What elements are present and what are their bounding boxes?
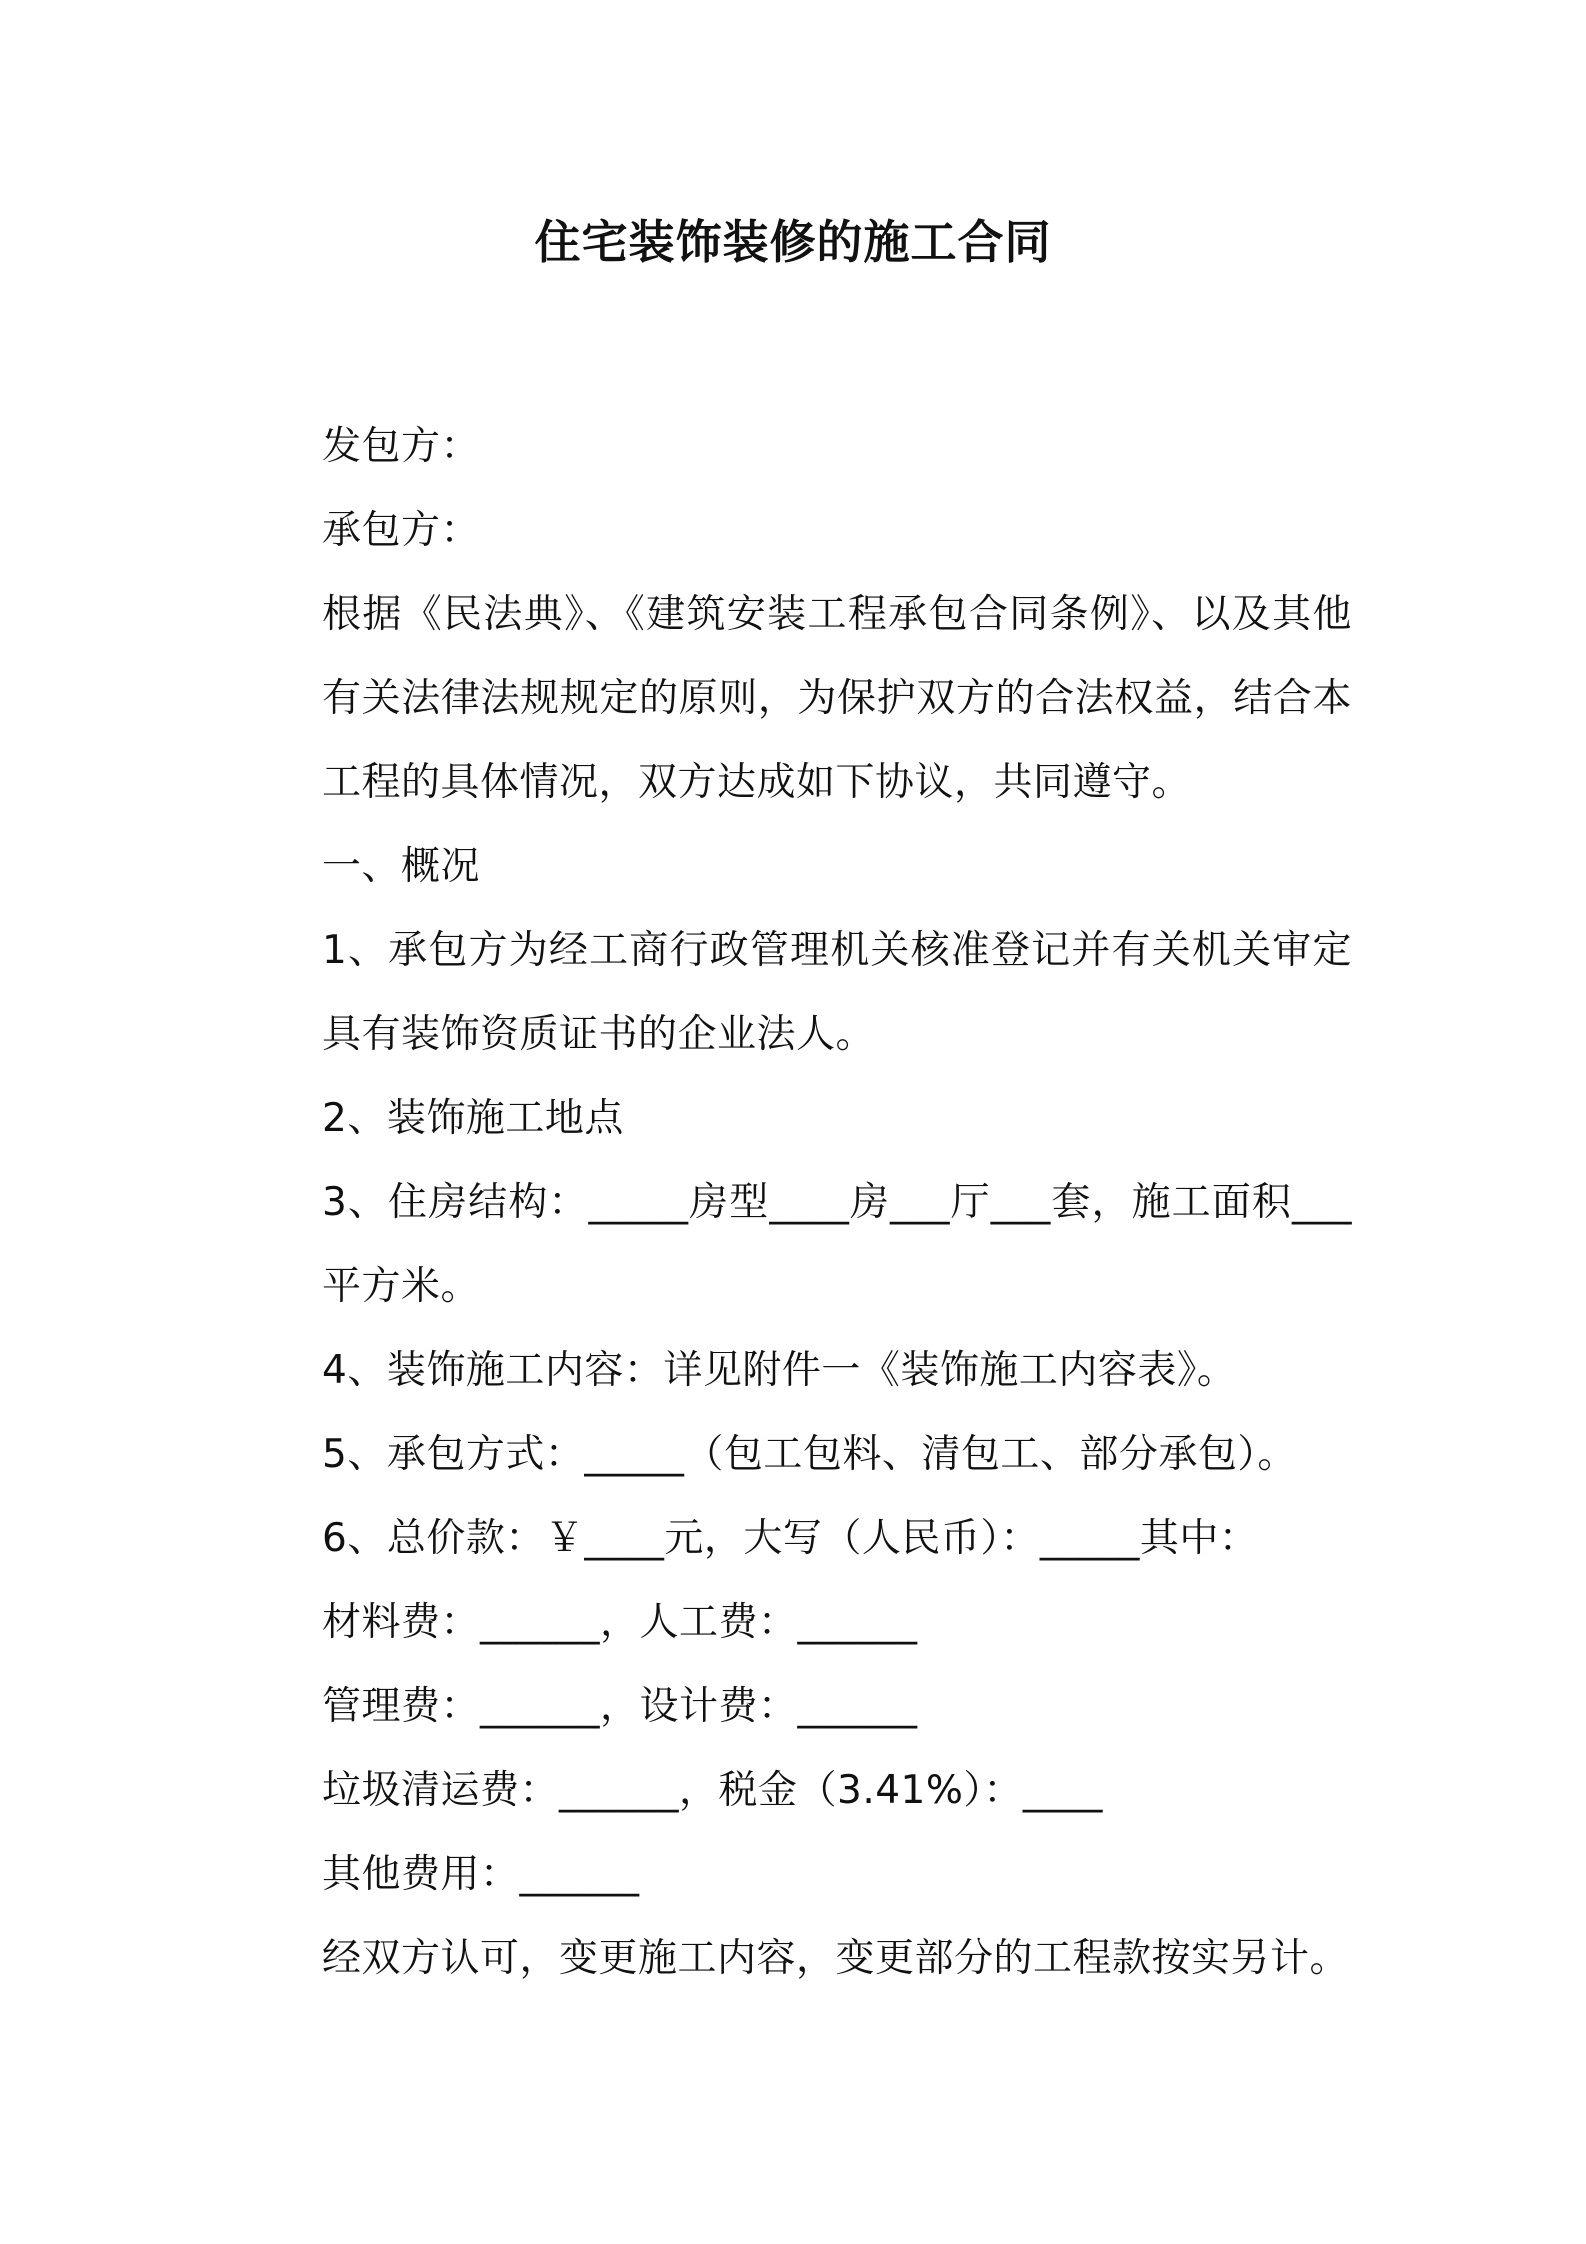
clause-2: 2、装饰施工地点 xyxy=(322,1096,624,1141)
section-heading-overview: 一、概况 xyxy=(322,844,481,889)
party-b-line: 承包方： xyxy=(322,508,481,553)
fee-line-management: 管理费：______，设计费：______ xyxy=(322,1684,918,1729)
fee-line-waste-tax: 垃圾清运费：______，税金（3.41%）：____ xyxy=(322,1768,1103,1813)
preamble-paragraph: 根据《民法典》、《建筑安装工程承包合同条例》、以及其他有关法律法规规定的原则，为保护双方的合法权益，结合本工程的具体情况，双方达成如下协议，共同遵守。 xyxy=(322,592,1352,805)
change-clause: 经双方认可，变更施工内容，变更部分的工程款按实另计。 xyxy=(322,1936,1350,1981)
clause-5: 5、承包方式：_____（包工包料、清包工、部分承包）。 xyxy=(322,1432,1297,1477)
document-title: 住宅装饰装修的施工合同 xyxy=(534,215,1052,269)
clause-1: 1、承包方为经工商行政管理机关核准登记并有关机关审定具有装饰资质证书的企业法人。 xyxy=(322,928,1352,1057)
clause-6: 6、总价款：￥____元，大写（人民币）：_____其中： xyxy=(322,1516,1259,1561)
clause-3: 3、住房结构：_____房型____房___厅___套，施工面积___平方米。 xyxy=(322,1180,1352,1309)
fee-line-materials: 材料费：______，人工费：______ xyxy=(322,1600,918,1645)
clause-4: 4、装饰施工内容：详见附件一《装饰施工内容表》。 xyxy=(322,1348,1237,1393)
fee-line-other: 其他费用：______ xyxy=(322,1852,640,1897)
party-a-line: 发包方： xyxy=(322,424,481,469)
document-body xyxy=(242,405,1352,2001)
